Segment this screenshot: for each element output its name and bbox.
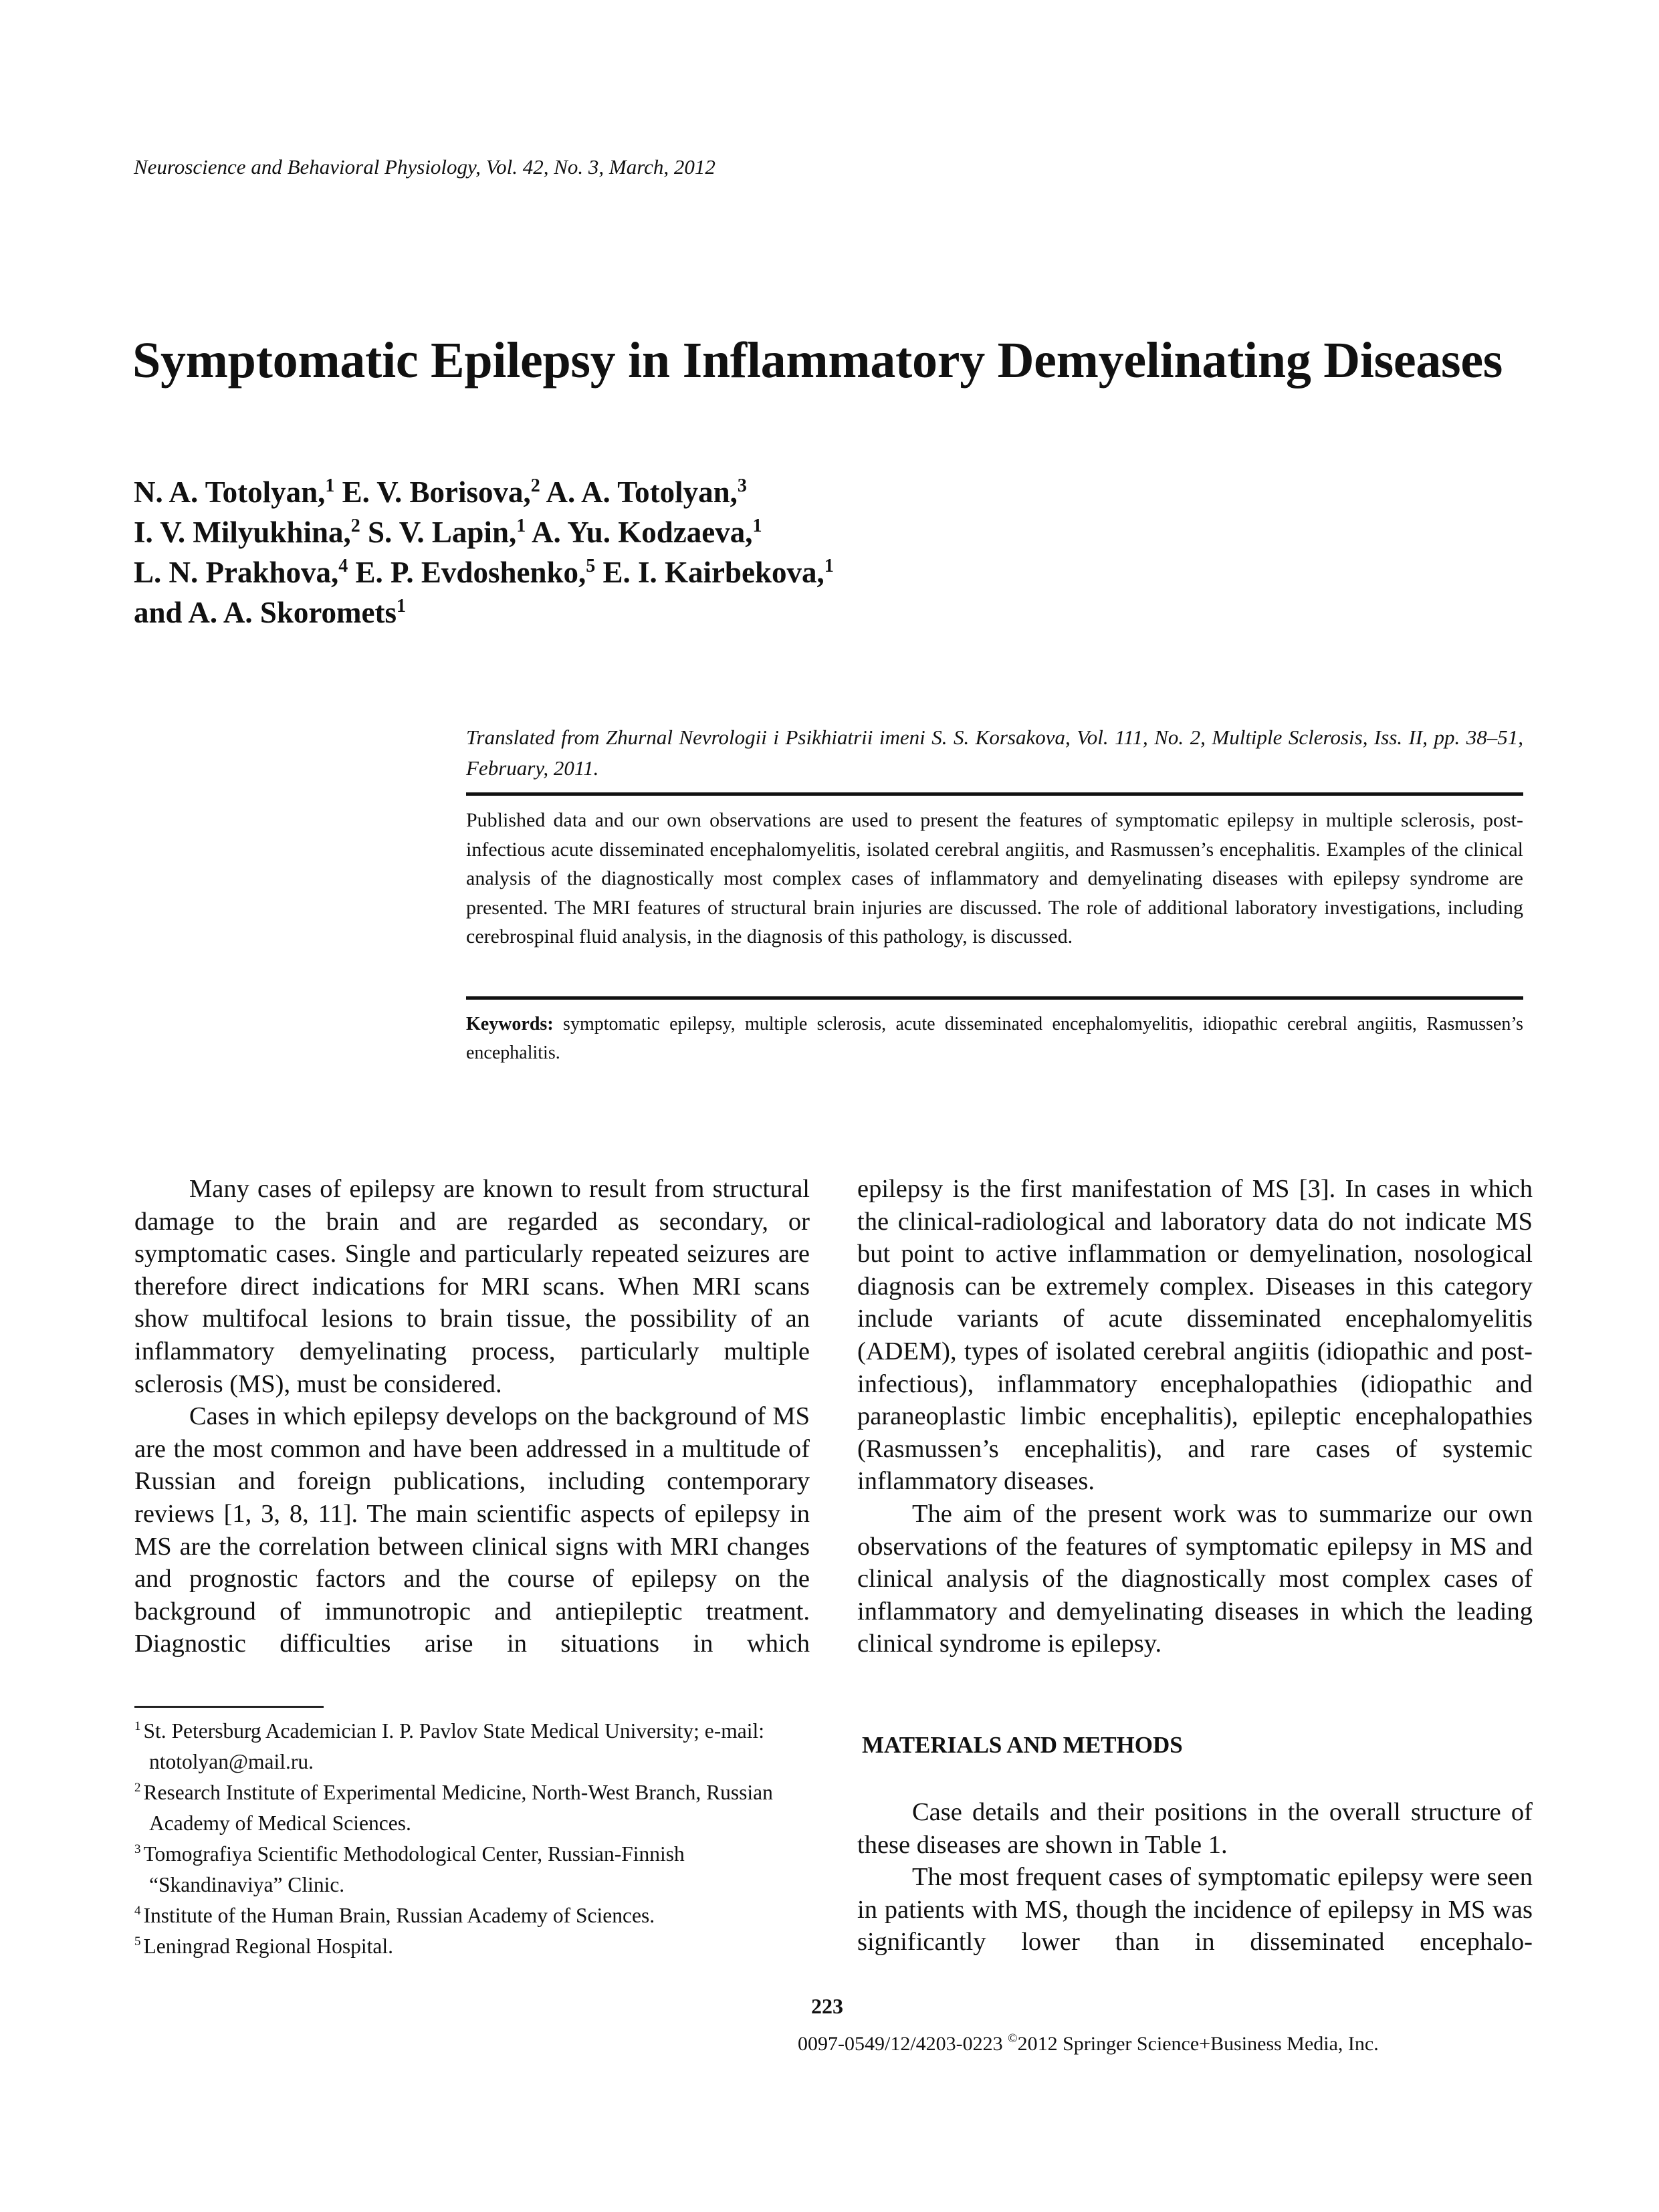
body-paragraph: Many cases of epilepsy are known to result from structural damage to the brain and are regarded as secondary, or symptomatic cases. Single and particularly repeated seizures are therefore direct indications for MRI scans. When MRI scans show multifocal lesions to brain tissue, the possibility of an inflammatory demyelinating process, particularly multiple sclerosis (MS), must be considered. bbox=[134, 1175, 810, 1398]
methods-text bbox=[857, 1796, 1533, 1959]
footnote-number: 3 bbox=[134, 1842, 141, 1856]
article-code: 0097-0549/12/4203-0223 bbox=[798, 2033, 1003, 2055]
footnote-rule bbox=[134, 1706, 324, 1708]
abstract-bottom-rule bbox=[466, 996, 1523, 1000]
article-title: Symptomatic Epilepsy in Inflammatory Demyelinating Diseases bbox=[132, 332, 1503, 389]
keywords-label: Keywords: bbox=[466, 1014, 554, 1034]
footnote-text: Tomografiya Scientific Methodological Center, Russian-Finnish “Skandinaviya” Clinic. bbox=[143, 1842, 685, 1896]
author-name: I. V. Milyukhina, bbox=[134, 516, 351, 549]
footnote-text: Research Institute of Experimental Medicine, North-West Branch, Russian Academy of Medical Sciences. bbox=[143, 1781, 773, 1835]
copyright-text: 2012 Springer Science+Business Media, Inc. bbox=[1017, 2033, 1379, 2055]
affiliation-mark: 1 bbox=[824, 556, 834, 576]
author-name: N. A. Totolyan, bbox=[134, 475, 326, 509]
affiliation-mark: 4 bbox=[338, 556, 348, 576]
section-heading: MATERIALS AND METHODS bbox=[862, 1732, 1183, 1758]
footnote-number: 5 bbox=[134, 1934, 141, 1949]
author-name: E. P. Evdoshenko, bbox=[355, 556, 586, 589]
body-paragraph: epilepsy is the first manifestation of MS [3]. In cases in which the clinical-radiological and laboratory data do not indicate MS but point to active inflammation or demyelination, nosological diagnosis can be extremely complex. Diseases in this category include variants of acute disseminated encephalomyelitis (ADEM), types of isolated cerebral angiitis (idiopathic and post-infectious), inflammatory encephalopathies (idiopathic and paraneoplastic limbic encephalitis), epileptic encephalopathies (Rasmussen’s encephalitis), and rare cases of systemic inflammatory diseases. bbox=[857, 1175, 1533, 1496]
footnote-text: Leningrad Regional Hospital. bbox=[143, 1934, 394, 1958]
journal-citation: Neuroscience and Behavioral Physiology, Vol. 42, No. 3, March, 2012 bbox=[134, 155, 715, 179]
footnote bbox=[134, 1931, 810, 1962]
author-name: L. N. Prakhova, bbox=[134, 556, 339, 589]
author-name: E. V. Borisova, bbox=[342, 475, 531, 509]
author-name: A. Yu. Kodzaeva, bbox=[532, 516, 753, 549]
body-paragraph: The most frequent cases of symptomatic epilepsy were seen in patients with MS, though the incidence of epilepsy in MS was significantly lower than in disseminated encephalo- bbox=[857, 1863, 1533, 1957]
footnote bbox=[134, 1716, 810, 1777]
author-line bbox=[134, 552, 834, 592]
body-paragraph: The aim of the present work was to summarize our own observations of the features of symptomatic epilepsy in MS and clinical analysis of the diagnostically most complex cases of inflammatory and demyelinating diseases in which the leading clinical syndrome is epilepsy. bbox=[857, 1499, 1533, 1658]
affiliation-mark: 1 bbox=[325, 475, 335, 496]
affiliation-mark: 2 bbox=[350, 516, 360, 536]
abstract: Published data and our own observations are used to present the features of symptomatic epilepsy in multiple sclerosis, post-infectious acute disseminated encephalomyelitis, isolated cerebral angiitis, and Rasmussen’s encephalitis. Examples of the clinical analysis of the diagnostically most complex cases of inflammatory and demyelinating diseases with epilepsy syndrome are presented. The MRI features of structural brain injuries are discussed. The role of additional laboratory investigations, including cerebrospinal fluid analysis, in the diagnosis of this pathology, is discussed. bbox=[466, 809, 1523, 948]
affiliation-mark: 1 bbox=[397, 596, 407, 617]
author-line bbox=[134, 592, 834, 633]
author-list bbox=[134, 472, 834, 633]
footnote bbox=[134, 1900, 810, 1931]
author-name: S. V. Lapin, bbox=[367, 516, 517, 549]
affiliation-mark: 1 bbox=[752, 516, 762, 536]
affiliation-mark: 3 bbox=[737, 475, 747, 496]
affiliation-mark: 5 bbox=[586, 556, 596, 576]
author-line bbox=[134, 472, 834, 512]
translation-note: Translated from Zhurnal Nevrologii i Psikhiatrii imeni S. S. Korsakova, Vol. 111, No. 2, Multiple Sclerosis, Iss. II, pp. 38–51, February, 2011. bbox=[466, 726, 1523, 780]
footnote-text: St. Petersburg Academician I. P. Pavlov State Medical University; e-mail: ntotolyan@mail.ru. bbox=[143, 1719, 764, 1773]
copyright-icon: © bbox=[1008, 2031, 1018, 2045]
footnote bbox=[134, 1839, 810, 1900]
footnote-text: Institute of the Human Brain, Russian Academy of Sciences. bbox=[143, 1904, 655, 1927]
footnotes bbox=[134, 1716, 810, 1962]
author-name: E. I. Kairbekova, bbox=[602, 556, 824, 589]
body-paragraph: Case details and their positions in the overall structure of these diseases are shown in Table 1. bbox=[857, 1798, 1533, 1859]
body-left-column bbox=[134, 1173, 810, 1660]
author-name: A. A. Totolyan, bbox=[546, 475, 738, 509]
abstract-top-rule bbox=[466, 792, 1523, 796]
keywords-text: symptomatic epilepsy, multiple sclerosis, acute disseminated encephalomyelitis, idiopathic cerebral angiitis, Rasmussen’s encephalitis. bbox=[466, 1014, 1523, 1063]
affiliation-mark: 2 bbox=[530, 475, 540, 496]
body-paragraph: Cases in which epilepsy develops on the background of MS are the most common and have been addressed in a multitude of Russian and foreign publications, including contemporary reviews [1, 3, 8, 11]. The main scientific aspects of epilepsy in MS are the correlation between clinical signs with MRI changes and prognostic factors and the course of epilepsy on the background of immunotropic and antiepileptic treatment. Diagnostic difficulties arise in situations in which bbox=[134, 1402, 810, 1658]
copyright-line bbox=[798, 2033, 1379, 2056]
footnote-number: 1 bbox=[134, 1719, 141, 1733]
footnote-number: 2 bbox=[134, 1781, 141, 1795]
affiliation-mark: 1 bbox=[516, 516, 526, 536]
body-right-column bbox=[857, 1173, 1533, 1660]
footnote bbox=[134, 1777, 810, 1839]
page-number: 223 bbox=[811, 1994, 843, 2018]
keywords bbox=[466, 1010, 1523, 1067]
footnote-number: 4 bbox=[134, 1904, 141, 1918]
author-name: and A. A. Skoromets bbox=[134, 596, 397, 629]
author-line bbox=[134, 512, 834, 552]
